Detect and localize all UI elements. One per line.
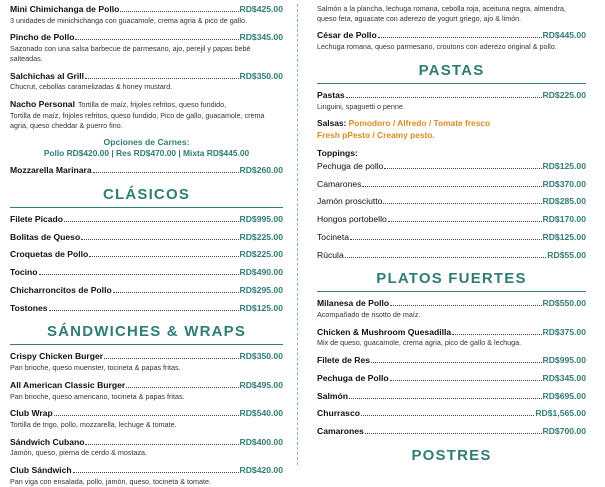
- item-description: Lechuga romana, queso parmesano, croutons con aderezo original & pollo.: [317, 42, 557, 52]
- menu-item: [10, 32, 283, 63]
- section-divider: [10, 207, 283, 208]
- item-description: Tortilla de trigo, pollo, mozzarella, lechuge & tomate.: [10, 420, 177, 430]
- item-name: Salchichas al Grill: [10, 70, 85, 81]
- menu-item: [10, 285, 283, 296]
- leader-dots: [371, 362, 542, 363]
- meat-options-block: [10, 137, 283, 158]
- item-price: RD$420.00: [239, 465, 283, 476]
- leader-dots: [81, 239, 238, 240]
- leader-dots: [73, 472, 239, 473]
- item-price: RD$260.00: [239, 165, 283, 176]
- item-name: Hongos portobello: [317, 214, 387, 225]
- section-title-pastas: PASTAS: [418, 61, 485, 79]
- leader-dots: [346, 97, 542, 98]
- menu-item: [10, 303, 283, 314]
- column-divider: [297, 4, 299, 465]
- item-name: Filete Picado: [10, 213, 64, 224]
- item-price: RD$170.00: [542, 214, 586, 225]
- item-name: Sándwich Cubano: [10, 436, 85, 447]
- item-price: RD$345.00: [542, 372, 586, 383]
- menu-item: [317, 232, 586, 243]
- item-price: RD$125.00: [542, 231, 586, 242]
- leader-dots: [120, 11, 238, 12]
- leader-dots: [39, 274, 239, 275]
- menu-item: [317, 179, 586, 190]
- item-price: RD$225.00: [542, 89, 586, 100]
- item-name: All American Classic Burger: [10, 379, 126, 390]
- item-name: Tocino: [10, 267, 38, 278]
- menu-item: [10, 71, 283, 92]
- menu-item: [10, 267, 283, 278]
- menu-item: [10, 249, 283, 260]
- leader-dots: [349, 398, 541, 399]
- item-price: RD$375.00: [542, 326, 586, 337]
- item-price: RD$540.00: [239, 408, 283, 419]
- item-description: 3 unidades de minichichanga con guacamole, crema agria & pico de gallo.: [10, 15, 247, 25]
- item-name: Croquetas de Pollo: [10, 249, 89, 260]
- section-divider: [317, 291, 586, 292]
- item-name: Rúcula: [317, 249, 344, 260]
- item-name: Chicharroncitos de Pollo: [10, 284, 112, 295]
- menu-item: [317, 196, 586, 207]
- item-description: Pan brioche, queso muenster, tocineta & papas fritas.: [10, 363, 181, 373]
- item-price: RD$225.00: [239, 249, 283, 260]
- salsas-options-line2: Fresh pPesto / Creamy pesto.: [317, 130, 435, 141]
- section-title-clasicos: CLÁSICOS: [102, 185, 191, 203]
- menu-item: [10, 465, 283, 486]
- item-description: Salmón a la plancha, lechuga romana, cebolla roja, aceituna negra, almendra, queso feta, aguacate con aderezo de yogurt griego, ajo & limón.: [317, 4, 566, 23]
- menu-item: [10, 408, 283, 429]
- item-name: Churrasco: [317, 408, 360, 419]
- leader-dots: [362, 186, 541, 187]
- item-name: Milanesa de Pollo: [317, 298, 390, 309]
- menu-item: [317, 250, 586, 261]
- menu-item: [10, 165, 283, 176]
- leader-dots: [365, 433, 542, 434]
- leader-dots: [64, 221, 239, 222]
- item-name: Pastas: [317, 89, 345, 100]
- menu-item: [317, 30, 586, 51]
- item-price: RD$350.00: [239, 351, 283, 362]
- leader-dots: [49, 310, 239, 311]
- salsas-block: [317, 118, 586, 142]
- leader-dots: [126, 387, 238, 388]
- menu-item: [317, 408, 586, 419]
- item-price: RD$55.00: [547, 249, 586, 260]
- leader-dots: [85, 78, 238, 79]
- menu-item: [317, 4, 586, 23]
- menu-item: [317, 355, 586, 366]
- item-price: RD$700.00: [542, 426, 586, 437]
- toppings-label: Toppings:: [317, 147, 358, 158]
- menu-item: [317, 391, 586, 402]
- menu-item: [10, 99, 283, 130]
- item-price: RD$225.00: [239, 231, 283, 242]
- item-price: RD$495.00: [239, 379, 283, 390]
- leader-dots: [89, 256, 238, 257]
- leader-dots: [75, 39, 238, 40]
- meat-options-title: Opciones de Carnes:: [103, 137, 190, 148]
- leader-dots: [93, 172, 239, 173]
- item-name: Filete de Res: [317, 355, 371, 366]
- item-price: RD$445.00: [542, 30, 586, 41]
- item-name: Camarones: [317, 426, 364, 437]
- item-name: César de Pollo: [317, 30, 377, 41]
- item-name: Tostones: [10, 302, 48, 313]
- menu-item: [10, 380, 283, 401]
- leader-dots: [345, 257, 547, 258]
- item-price: RD$425.00: [239, 4, 283, 14]
- menu-item: [10, 214, 283, 225]
- leader-dots: [361, 415, 534, 416]
- menu-item: [317, 426, 586, 437]
- item-price: RD$350.00: [239, 70, 283, 81]
- section-divider: [10, 344, 283, 345]
- item-name: Crispy Chicken Burger: [10, 351, 104, 362]
- item-price: RD$285.00: [542, 196, 586, 207]
- leader-dots: [384, 168, 541, 169]
- item-price: RD$995.00: [239, 213, 283, 224]
- item-price: RD$295.00: [239, 284, 283, 295]
- section-title-postres: POSTRES: [411, 446, 492, 464]
- leader-dots: [388, 221, 542, 222]
- item-price: RD$370.00: [542, 178, 586, 189]
- item-price: RD$1,565.00: [535, 408, 586, 419]
- section-title-platos-fuertes: PLATOS FUERTES: [376, 270, 527, 288]
- section-divider: [317, 83, 586, 84]
- item-price: RD$125.00: [239, 302, 283, 313]
- item-name: Club Wrap: [10, 408, 53, 419]
- menu-item: [317, 214, 586, 225]
- leader-dots: [390, 305, 541, 306]
- item-price: RD$125.00: [542, 160, 586, 171]
- menu-left-column: [10, 4, 293, 486]
- item-description: Mix de queso, guacamole, crema agria, pico de gallo & lechuga.: [317, 338, 522, 348]
- menu-right-column: [303, 4, 586, 465]
- salsas-options-line1: Pomodoro / Alfredo / Tomate fresco: [348, 118, 491, 129]
- leader-dots: [350, 239, 542, 240]
- item-name: Pincho de Pollo: [10, 32, 75, 43]
- menu-item: [317, 373, 586, 384]
- item-name: Mini Chimichanga de Pollo: [10, 4, 120, 14]
- leader-dots: [383, 203, 541, 204]
- menu-item: [317, 327, 586, 348]
- leader-dots: [85, 444, 238, 445]
- meat-options-prices: Pollo RD$420.00 | Res RD$470.00 | Mixta RD$445.00: [43, 148, 250, 159]
- item-name: Pechuga de Pollo: [317, 372, 389, 383]
- menu-item: [10, 4, 283, 25]
- item-description: Sazonado con una salsa barbecue de parmesano, ajo, perejil y papas bebé salteadas.: [10, 44, 251, 63]
- item-description: Chucrut, cebollas caramelizadas & honey mustard.: [10, 82, 173, 92]
- item-name: Bolitas de Queso: [10, 231, 81, 242]
- item-description: Pan viga con ensalada, pollo, jamón, queso, tocineta & tomate.: [10, 476, 211, 486]
- menu-item: [317, 161, 586, 172]
- menu-item: [317, 90, 586, 111]
- item-name: Nacho Personal: [10, 99, 75, 110]
- item-description: Acompañado de risotto de maíz.: [317, 310, 421, 320]
- item-inline-description: Tortilla de maíz, frijoles refritos, queso fundido,: [77, 100, 227, 110]
- item-description: Linguini, spaguetti o penne.: [317, 101, 405, 111]
- item-description: Tortilla de maíz, frijoles refritos, queso fundido, Pico de gallo, guacamole, crema agria, queso cheddar & puerro fino.: [10, 110, 265, 130]
- item-description: Jamón, queso, pierna de cerdo & mostaza.: [10, 448, 148, 458]
- item-price: RD$995.00: [542, 355, 586, 366]
- item-name: Tocineta: [317, 231, 350, 242]
- item-name: Salmón: [317, 390, 349, 401]
- item-name: Chicken & Mushroom Quesadilla: [317, 326, 452, 337]
- leader-dots: [378, 37, 542, 38]
- leader-dots: [54, 415, 239, 416]
- menu-item: [10, 232, 283, 243]
- item-description: Pan brioche, queso americano, tocineta & papas fritas.: [10, 391, 185, 401]
- item-name: Pechuga de pollo: [317, 160, 384, 171]
- item-price: RD$550.00: [542, 298, 586, 309]
- leader-dots: [113, 292, 239, 293]
- item-name: Club Sándwich: [10, 465, 72, 476]
- item-name: Mozzarella Marinara: [10, 165, 92, 176]
- item-price: RD$490.00: [239, 267, 283, 278]
- leader-dots: [104, 358, 238, 359]
- item-name: Camarones: [317, 178, 362, 189]
- menu-item: [10, 437, 283, 458]
- salsas-label: Salsas:: [317, 118, 347, 129]
- leader-dots: [390, 380, 542, 381]
- section-title-sandwiches: SÁNDWICHES & WRAPS: [46, 323, 247, 341]
- leader-dots: [452, 334, 541, 335]
- item-price: RD$345.00: [239, 32, 283, 43]
- item-price: RD$695.00: [542, 390, 586, 401]
- item-name: Jamón prosciutto: [317, 196, 383, 207]
- item-price: RD$400.00: [239, 436, 283, 447]
- menu-item: [317, 298, 586, 319]
- menu-item: [10, 351, 283, 372]
